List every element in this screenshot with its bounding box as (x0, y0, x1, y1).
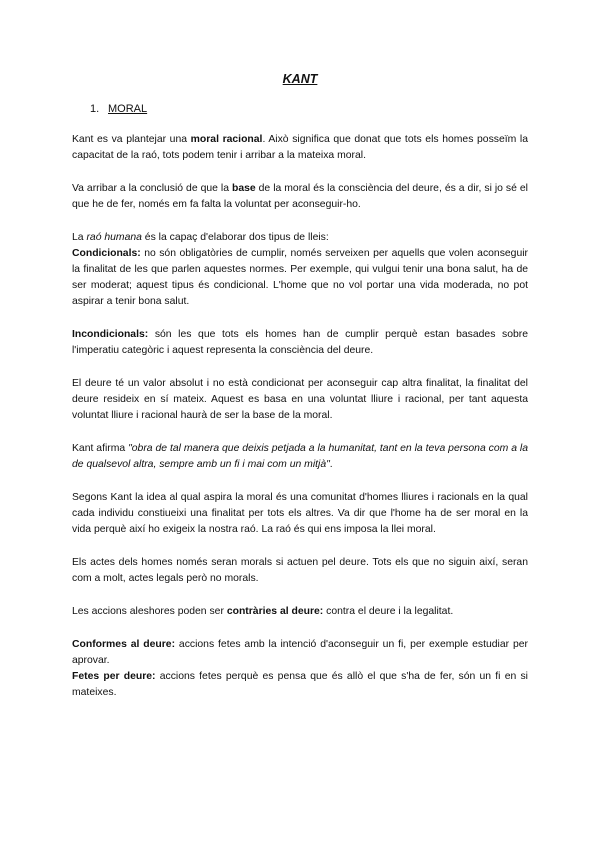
paragraph-segons-kant (72, 490, 528, 538)
text-run: Kant afirma (72, 443, 129, 454)
bold-term: Condicionals: (72, 248, 141, 259)
paragraph-condicionals (72, 246, 528, 310)
paragraph-conformes (72, 637, 528, 669)
bold-term: moral racional (190, 134, 263, 145)
page-title: KANT (282, 72, 318, 86)
text-run: és la capaç d'elaborar dos tipus de lleis: (141, 232, 329, 243)
bold-term: contràries al deure: (226, 606, 324, 617)
bold-term: Incondicionals: (72, 329, 149, 340)
text-run: són les que tots els homes han de cumplir perquè estan basades sobre l'imperatiu categòric i aquest representa la consciència del deure. (72, 329, 528, 356)
text-run: Va arribar a la conclusió de que la (72, 183, 232, 194)
text-run: Kant es va plantejar una (72, 134, 191, 145)
section-number: 1. (90, 103, 100, 115)
section-heading (90, 103, 147, 115)
text-run: de la moral és la consciència del deure, és a dir, si jo sé el que he de fer, només em fa falta la voluntat per aconseguir-ho. (72, 183, 528, 210)
italic-term: raó humana (86, 232, 142, 243)
text-run: Les accions aleshores poden ser (72, 606, 227, 617)
paragraph-deure (72, 376, 528, 424)
text-run: contra el deure i la legalitat. (323, 606, 454, 617)
text-run: accions fetes perquè es pensa que és allò el que s'ha de fer, són un fi en si mateixes. (72, 671, 528, 698)
paragraph-accions (72, 604, 528, 620)
document-body (72, 132, 528, 718)
italic-quote: "obra de tal manera que deixis petjada a la humanitat, tant en la teva persona com a la de qualsevol altra, sempre amb un fi i mai com un mitjà" (72, 443, 528, 470)
bold-term: Conformes al deure: (72, 639, 176, 650)
paragraph-rao-humana (72, 230, 528, 246)
text-run: La (72, 232, 87, 243)
paragraph-base (72, 181, 528, 213)
text-run: Segons Kant la idea al qual aspira la moral és una comunitat d'homes lliures i racionals en la qual cada individu constiueixi una finalitat per tots els altres. Va dir que l'home ha de ser moral en la vida perquè així ho exigeix la nostra raó. La raó és qui ens imposa la llei moral. (72, 492, 528, 535)
text-run: . (329, 459, 333, 470)
text-run: Els actes dels homes només seran morals si actuen pel deure. Tots els que no siguin així, seran com a molt, actes legals però no morals. (72, 557, 528, 584)
paragraph-kant-afirma (72, 441, 528, 473)
text-run: El deure té un valor absolut i no està condicionat per aconseguir cap altra finalitat, la finalitat del deure resideix en sí mateix. Aquest es basa en una voluntat lliure i racional, per tant aquesta voluntat lliure i racional haurà de ser la base de la moral. (72, 378, 528, 421)
bold-term: base (231, 183, 256, 194)
paragraph-fetes-per-deure (72, 669, 528, 701)
paragraph-actes (72, 555, 528, 587)
bold-term: Fetes per deure: (72, 671, 156, 682)
paragraph-moral-racional (72, 132, 528, 164)
text-run: accions fetes amb la intenció d'aconseguir un fi, per exemple estudiar per aprovar. (72, 639, 528, 666)
paragraph-incondicionals (72, 327, 528, 359)
text-run: . Això significa que donat que tots els homes posseïm la capacitat de la raó, tots podem tenir i arribar a la mateixa moral. (72, 134, 529, 161)
text-run: no són obligatòries de cumplir, només serveixen per aquells que volen aconseguir la finalitat de les que parlen aquestes normes. Per exemple, qui vulgui tenir una bona salut, ha de ser moderat; aquest tipus és condicional. L'home que no vol portar una vida moderada, no pot aspirar a tenir bona salut. (72, 248, 528, 307)
section-label: MORAL (108, 103, 148, 115)
